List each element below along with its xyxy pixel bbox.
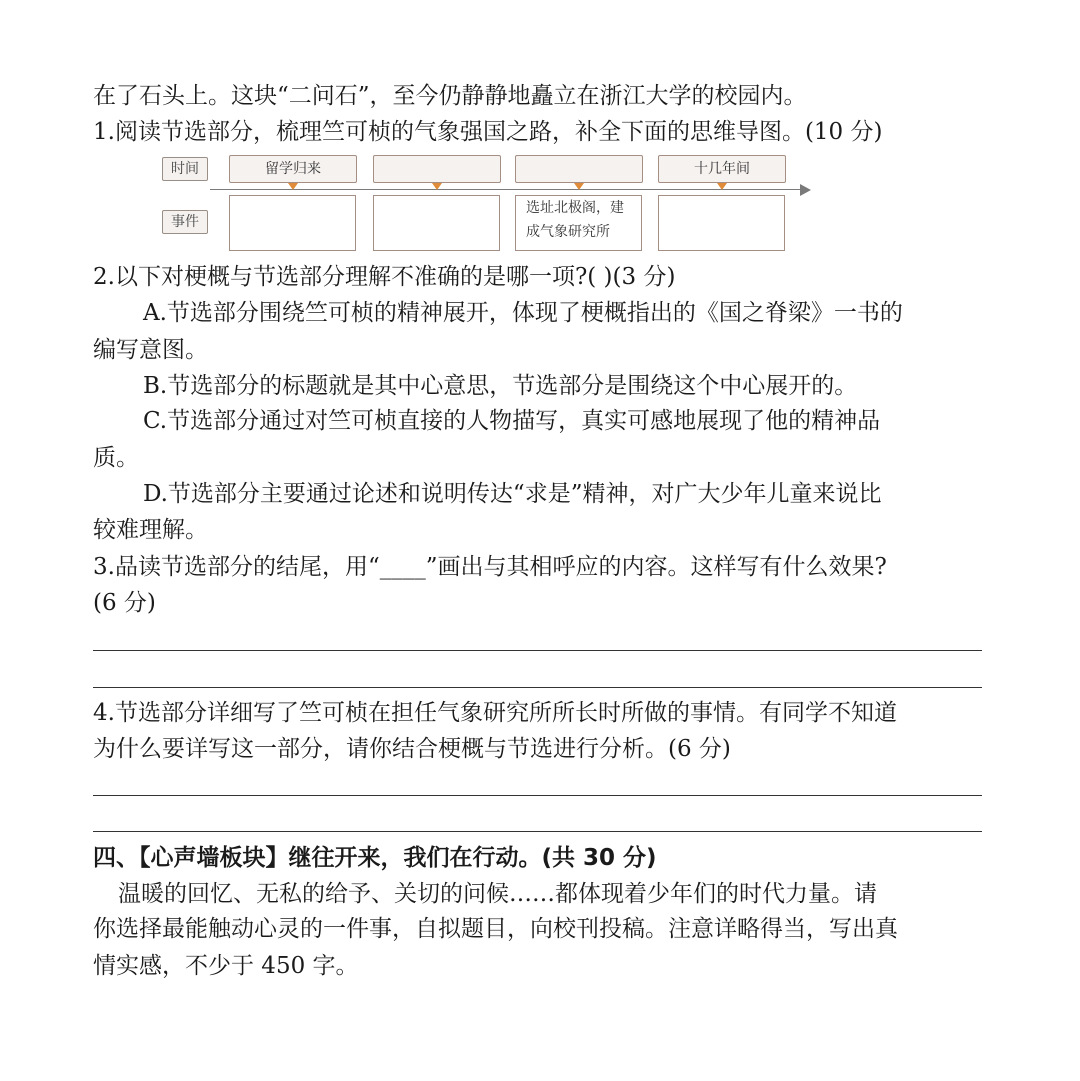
time-box-2-pointer-icon	[432, 183, 442, 190]
option-c-line-2: 质。	[93, 445, 139, 471]
option-d-line-2: 较难理解。	[93, 517, 208, 543]
question-4-line-1: 4.节选部分详细写了竺可桢在担任气象研究所所长时所做的事情。有同学不知道	[93, 700, 897, 726]
question-4-line-2: 为什么要详写这一部分，请你结合梗概与节选进行分析。(6 分)	[93, 736, 731, 762]
mind-map	[160, 152, 820, 254]
passage-ending-text: 在了石头上。这块“二问石”，至今仍静静地矗立在浙江大学的校园内。	[93, 83, 807, 109]
question-1-prompt: 1.阅读节选部分，梳理竺可桢的气象强国之路，补全下面的思维导图。(10 分)	[93, 119, 883, 145]
event-box-3	[515, 195, 642, 251]
section-4-line-2: 你选择最能触动心灵的一件事，自拟题目，向校刊投稿。注意详略得当，写出真	[93, 916, 898, 942]
event-box-2[interactable]	[373, 195, 500, 251]
time-box-3-pointer-icon	[574, 183, 584, 190]
section-4-line-3: 情实感，不少于 450 字。	[93, 953, 359, 979]
option-a-line-2: 编写意图。	[93, 337, 208, 363]
question-3-line-2: (6 分)	[93, 590, 156, 616]
event-row-label: 事件	[162, 210, 208, 234]
timeline-arrowhead-icon	[800, 184, 811, 196]
answer-line-q3-2[interactable]	[93, 687, 982, 688]
time-box-4-pointer-icon	[717, 183, 727, 190]
event-box-1[interactable]	[229, 195, 356, 251]
answer-line-q4-1[interactable]	[93, 795, 982, 796]
section-4-line-1: 温暖的回忆、无私的给予、关切的问候……都体现着少年们的时代力量。请	[118, 881, 877, 907]
option-a-line-1: A.节选部分围绕竺可桢的精神展开，体现了梗概指出的《国之脊梁》一书的	[143, 300, 903, 326]
time-box-4: 十几年间	[658, 155, 786, 183]
option-c-line-1: C.节选部分通过对竺可桢直接的人物描写，真实可感地展现了他的精神品	[143, 408, 881, 434]
option-b-line-1: B.节选部分的标题就是其中心意思，节选部分是围绕这个中心展开的。	[143, 373, 858, 399]
time-box-1-pointer-icon	[288, 183, 298, 190]
event-box-3-line-2: 成气象研究所	[526, 224, 610, 240]
question-3-line-1: 3.品读节选部分的结尾，用“____”画出与其相呼应的内容。这样写有什么效果?	[93, 554, 887, 580]
time-row-label: 时间	[162, 157, 208, 181]
event-box-4[interactable]	[658, 195, 785, 251]
event-box-3-line-1: 选址北极阁，建	[526, 200, 624, 216]
time-box-2[interactable]	[373, 155, 501, 183]
answer-line-q4-2[interactable]	[93, 831, 982, 832]
section-4-heading: 四、【心声墙板块】继往开来，我们在行动。(共 30 分)	[93, 845, 657, 871]
option-d-line-1: D.节选部分主要通过论述和说明传达“求是”精神，对广大少年儿童来说比	[143, 481, 882, 507]
timeline-axis	[210, 189, 802, 190]
question-2-prompt: 2.以下对梗概与节选部分理解不准确的是哪一项?( )(3 分)	[93, 264, 676, 290]
answer-line-q3-1[interactable]	[93, 650, 982, 651]
time-box-3[interactable]	[515, 155, 643, 183]
time-box-1: 留学归来	[229, 155, 357, 183]
